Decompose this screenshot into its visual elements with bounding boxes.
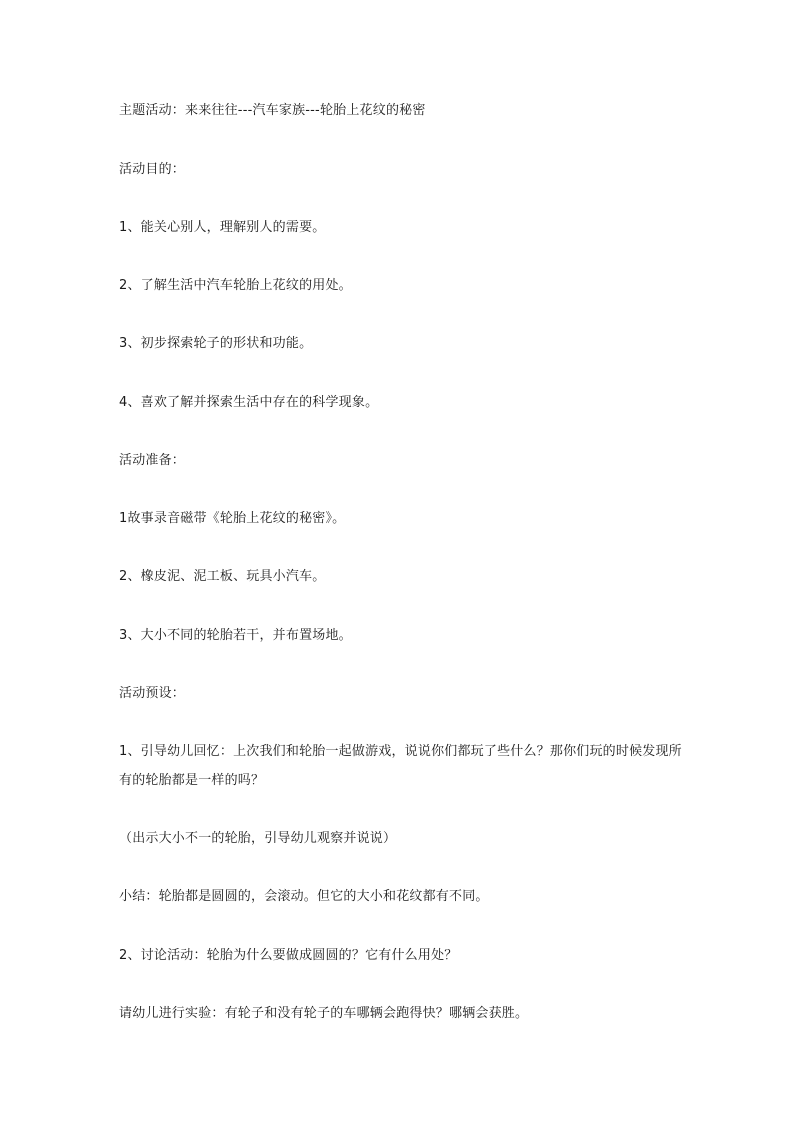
section-heading-plan: 活动预设： xyxy=(119,686,186,701)
preparation-item-2: 2、橡皮泥、泥工板、玩具小汽车。 xyxy=(119,569,326,584)
section-heading-goals: 活动目的： xyxy=(119,162,186,177)
document-title: 主题活动：来来往往---汽车家族---轮胎上花纹的秘密 xyxy=(119,103,426,118)
goal-item-3: 3、初步探索轮子的形状和功能。 xyxy=(119,336,313,351)
plan-experiment: 请幼儿进行实验：有轮子和没有轮子的车哪辆会跑得快？哪辆会获胜。 xyxy=(119,1006,529,1021)
plan-step-2: 2、讨论活动：轮胎为什么要做成圆圆的？它有什么用处？ xyxy=(119,948,458,963)
plan-note: （出示大小不一的轮胎，引导幼儿观察并说说） xyxy=(119,831,397,846)
plan-step-1: 1、引导幼儿回忆：上次我们和轮胎一起做游戏，说说你们都玩了些什么？那你们玩的时候发现所有的轮胎都是一样的吗？ xyxy=(119,744,682,788)
goal-item-2: 2、了解生活中汽车轮胎上花纹的用处。 xyxy=(119,278,352,293)
preparation-item-1: 1故事录音磁带《轮胎上花纹的秘密》。 xyxy=(119,511,346,526)
preparation-item-3: 3、大小不同的轮胎若干，并布置场地。 xyxy=(119,628,352,643)
plan-summary: 小结：轮胎都是圆圆的，会滚动。但它的大小和花纹都有不同。 xyxy=(119,889,489,904)
section-heading-preparation: 活动准备： xyxy=(119,453,186,468)
goal-item-1: 1、能关心别人，理解别人的需要。 xyxy=(119,220,326,235)
goal-item-4: 4、喜欢了解并探索生活中存在的科学现象。 xyxy=(119,395,379,410)
